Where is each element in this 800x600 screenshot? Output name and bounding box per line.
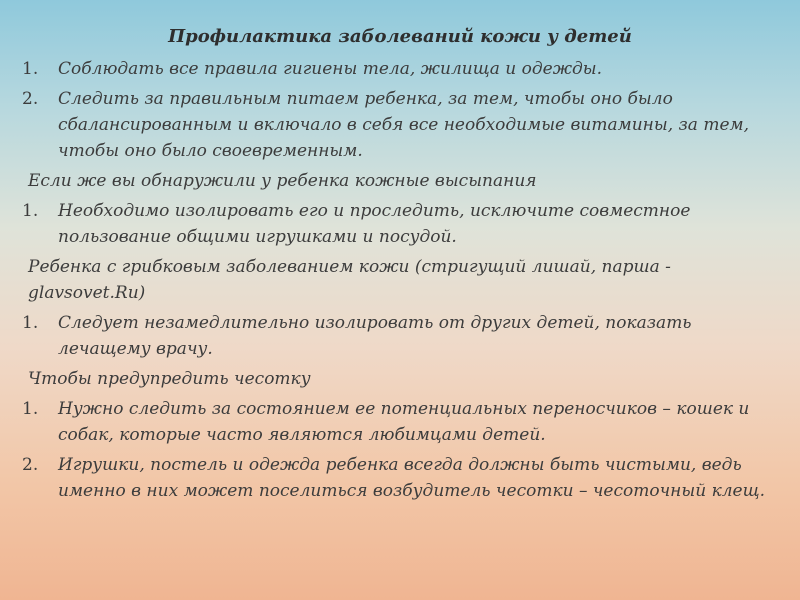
slide-content — [22, 56, 782, 508]
list-text: Нужно следить за состоянием ее потенциальных переносчиков – кошек и собак, которые часто являются любимцами детей. — [58, 399, 750, 445]
list-text: Соблюдать все правила гигиены тела, жилища и одежды. — [58, 59, 603, 79]
list-number: 2. — [22, 89, 39, 109]
list-number: 2. — [22, 455, 39, 475]
list-item — [22, 86, 782, 164]
section-heading: Чтобы предупредить чесотку — [28, 369, 311, 389]
section-heading: Если же вы обнаружили у ребенка кожные высыпания — [28, 171, 537, 191]
list-text: Следить за правильным питаем ребенка, за тем, чтобы оно было сбалансированным и включало в себя все необходимые витамины, за тем, чтобы оно было своевременным. — [58, 89, 750, 161]
list-item — [22, 396, 782, 448]
list-text: Необходимо изолировать его и проследить, исключите совместное пользование общими игрушками и посудой. — [58, 201, 691, 247]
list-item — [22, 56, 782, 82]
list-number: 1. — [22, 59, 39, 79]
list-text: Следует незамедлительно изолировать от других детей, показать лечащему врачу. — [58, 313, 692, 359]
list-number: 1. — [22, 201, 39, 221]
list-number: 1. — [22, 399, 39, 419]
list-item — [22, 452, 782, 504]
list-number: 1. — [22, 313, 39, 333]
list-text: Игрушки, постель и одежда ребенка всегда должны быть чистыми, ведь именно в них может поселиться возбудитель чесотки – чесоточный клещ. — [58, 455, 766, 501]
list-item — [22, 310, 782, 362]
list-item — [22, 198, 782, 250]
section-heading: Ребенка с грибковым заболеванием кожи (стригущий лишай, парша - glavsovet.Ru) — [28, 257, 671, 303]
slide-title: Профилактика заболеваний кожи у детей — [168, 26, 632, 47]
